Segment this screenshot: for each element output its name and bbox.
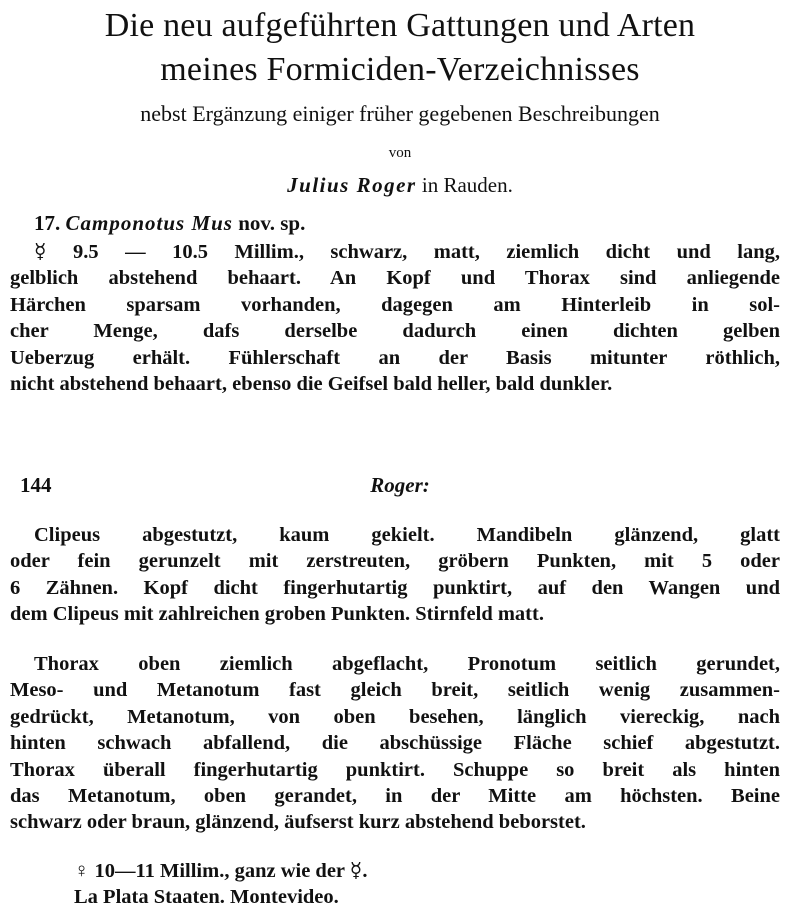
page-number: 144 (20, 473, 52, 497)
text-line: Thorax überall fingerhutartig punktirt. Schuppe so breit als hinten (10, 758, 780, 781)
species-suffix: nov. sp. (232, 211, 306, 235)
text-line: hinten schwach abfallend, die abschüssige Fläche schief abgestutzt. (10, 732, 780, 755)
paragraph-head-description (10, 522, 780, 628)
text-line: Härchen sparsam vorhanden, dagegen am Hinterleib in sol- (10, 293, 780, 316)
text-line: Clipeus abgestutzt, kaum gekielt. Mandibeln glänzend, glatt (34, 524, 780, 546)
author-place: in Rauden. (416, 173, 513, 197)
text-line: Meso- und Metanotum fast gleich breit, seitlich wenig zusammen- (10, 679, 780, 702)
locality-line: La Plata Staaten. Montevideo. (74, 886, 339, 908)
title-line-2: meines Formiciden-Verzeichnisses (160, 51, 640, 88)
subtitle: nebst Ergänzung einiger früher gegebenen Beschreibungen (140, 101, 660, 126)
author-line (0, 172, 800, 198)
text-line: ☿ 9.5 — 10.5 Millim., schwarz, matt, ziemlich dicht und lang, (34, 241, 780, 263)
text-line: schwarz oder braun, glänzend, äufserst kurz abstehend beborstet. (10, 811, 586, 834)
text-line: Thorax oben ziemlich abgeflacht, Pronotum seitlich gerundet, (34, 653, 780, 675)
species-number: 17. (34, 211, 61, 235)
text-line: gelblich abstehend behaart. An Kopf und Thorax sind anliegende (10, 267, 780, 290)
female-description-line: ♀ 10—11 Millim., ganz wie der ☿. (74, 860, 368, 882)
paragraph-thorax-description (10, 651, 780, 836)
author-name: Julius Roger (287, 173, 417, 197)
text-line: cher Menge, dafs derselbe dadurch einen dichten gelben (10, 320, 780, 343)
text-line: das Metanotum, oben gerandet, in der Mitte am höchsten. Beine (10, 785, 780, 808)
text-line: nicht abstehend behaart, ebenso die Geifsel bald heller, bald dunkler. (10, 373, 613, 396)
text-line: oder fein gerunzelt mit zerstreuten, gröbern Punkten, mit 5 oder (10, 550, 780, 573)
text-line: dem Clipeus mit zahlreichen groben Punkten. Stirnfeld matt. (10, 603, 544, 626)
title-line-1: Die neu aufgeführten Gattungen und Arten (104, 7, 696, 44)
species-heading (34, 210, 305, 236)
byline-von: von (388, 145, 412, 161)
running-head: Roger: (370, 473, 430, 497)
paragraph-worker-description (10, 239, 780, 397)
species-name: Camponotus Mus (65, 211, 233, 235)
text-line: gedrückt, Metanotum, von oben besehen, länglich viereckig, nach (10, 705, 780, 728)
text-line: Ueberzug erhält. Fühlerschaft an der Basis mitunter röthlich, (10, 346, 780, 369)
text-line: 6 Zähnen. Kopf dicht fingerhutartig punktirt, auf den Wangen und (10, 576, 780, 599)
